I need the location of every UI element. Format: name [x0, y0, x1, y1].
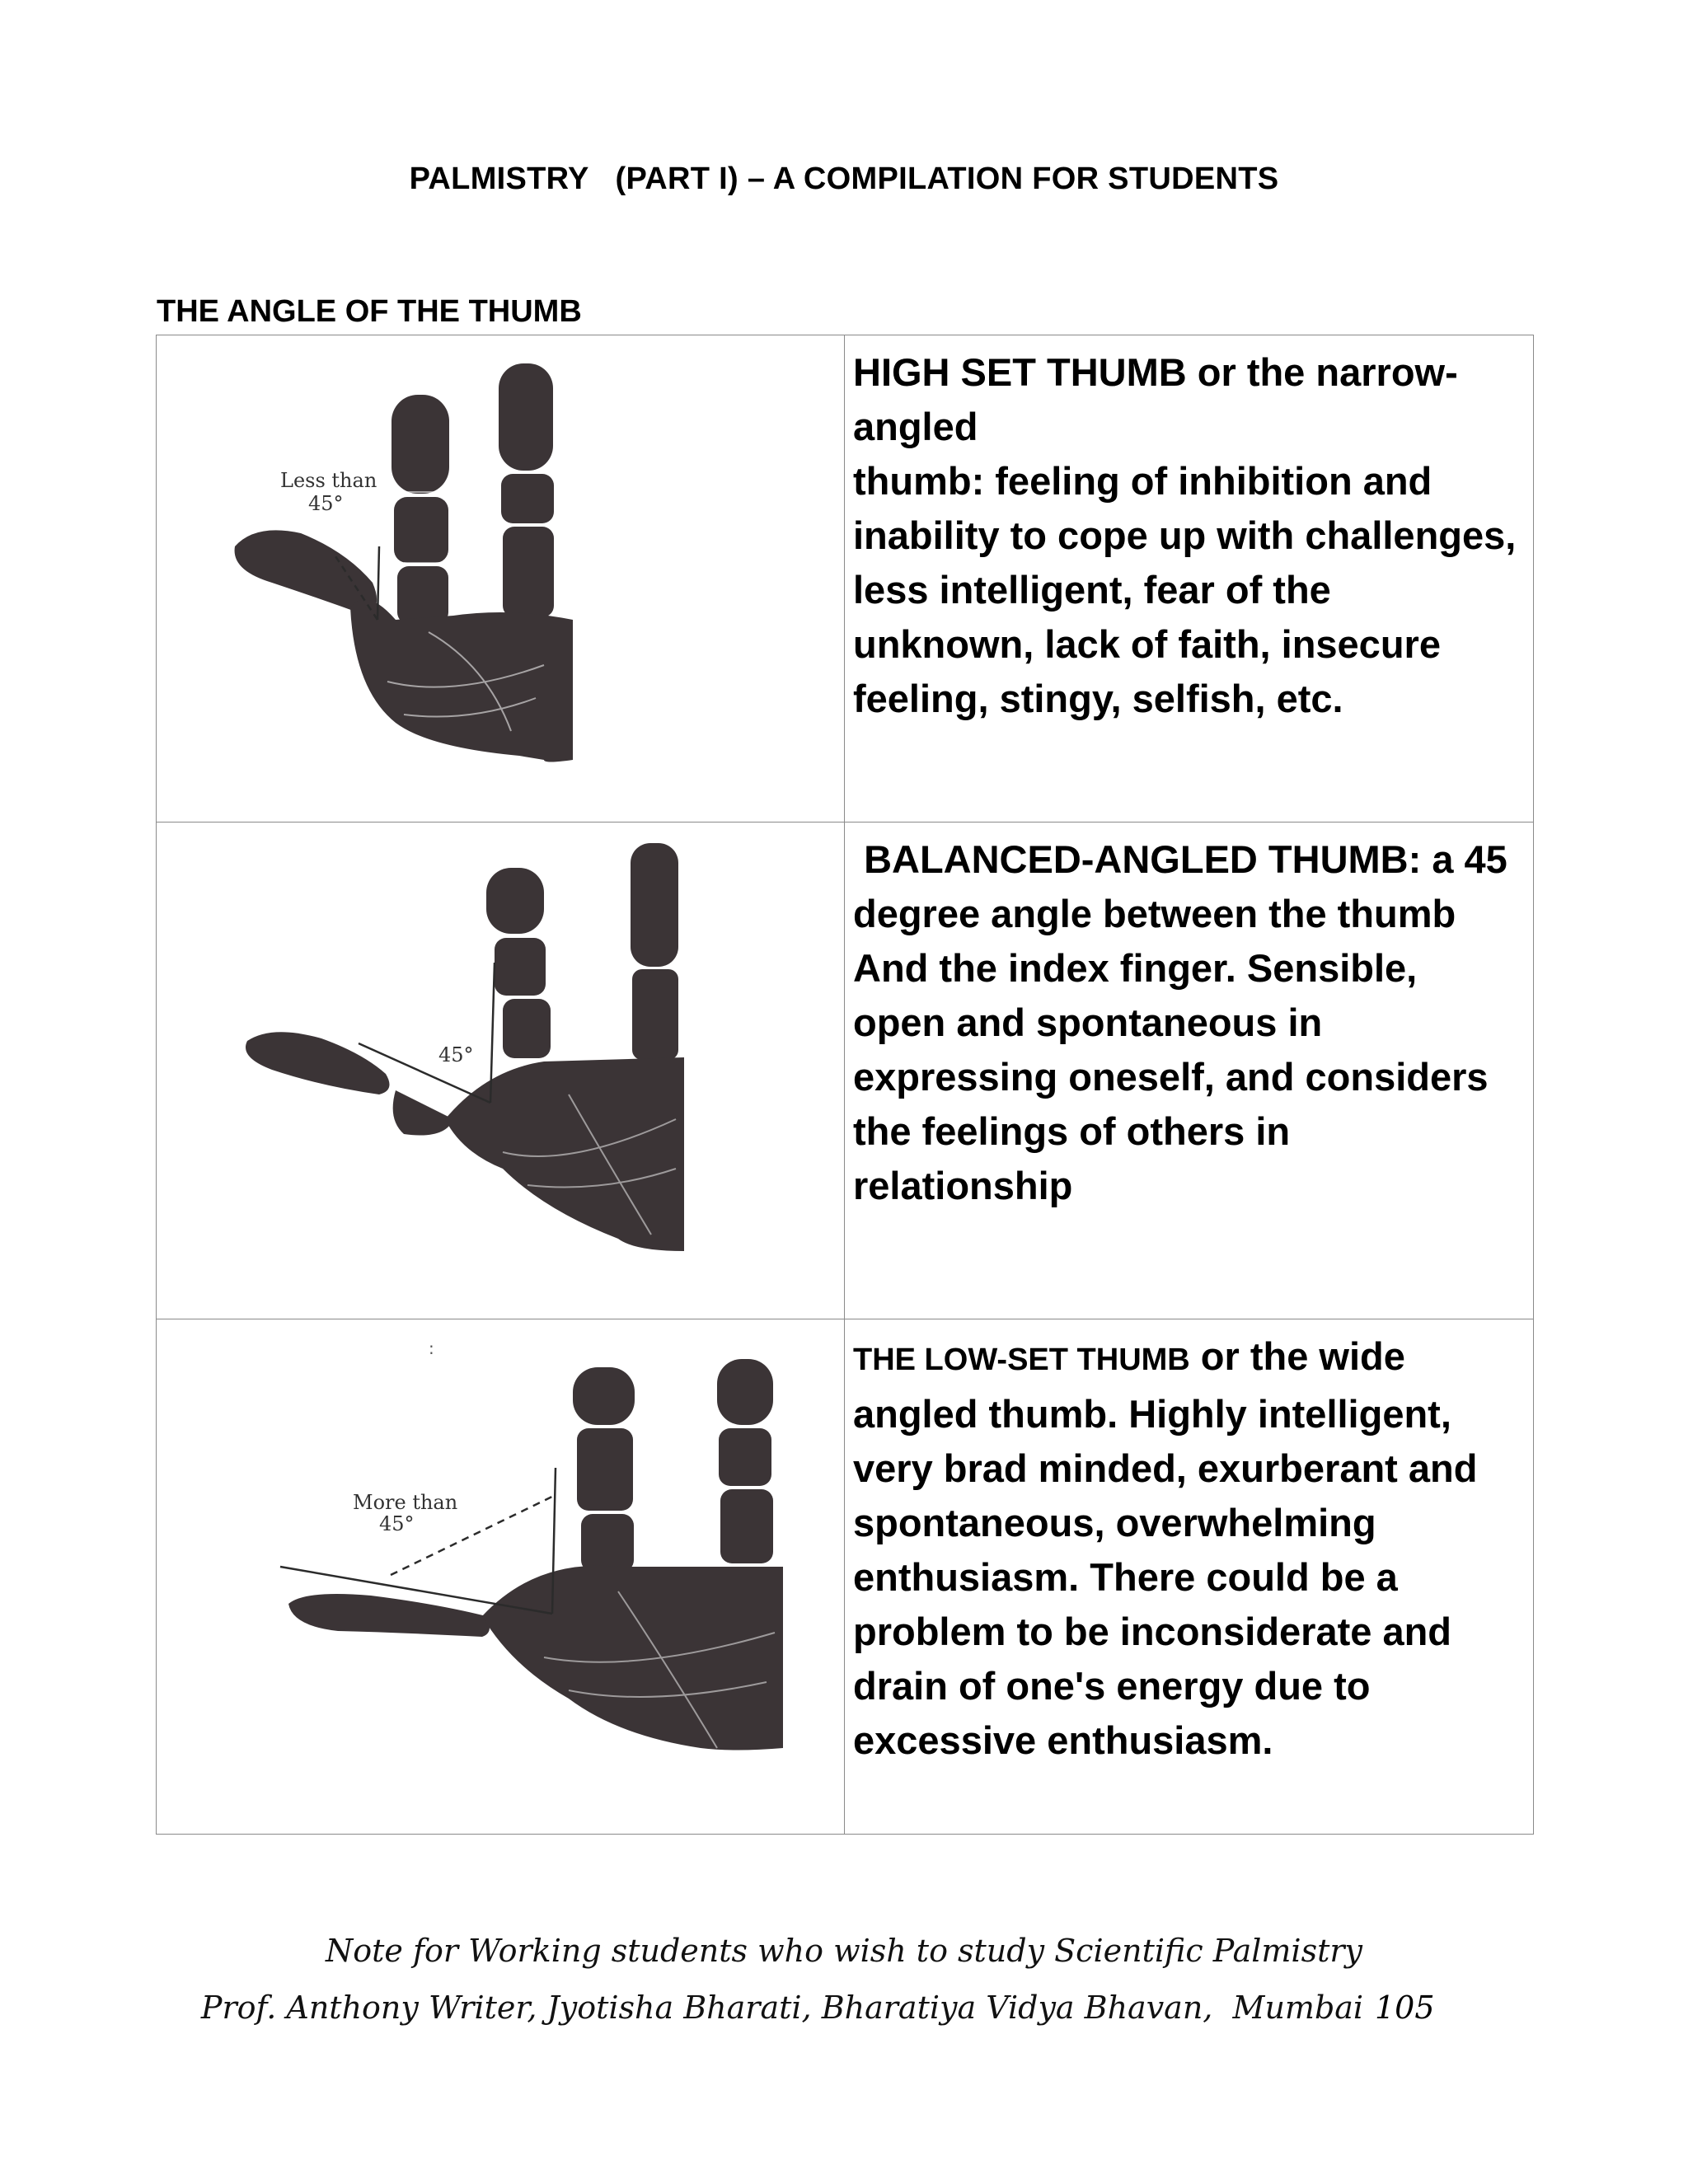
section-heading: THE ANGLE OF THE THUMB: [157, 294, 582, 329]
description-lead: THE LOW-SET THUMB: [853, 1343, 1190, 1377]
description-lead: BALANCED-ANGLED THUMB: a 45 degree angle between the thumb: [853, 837, 1518, 935]
balanced-thumb-handprint-image: [157, 823, 844, 1309]
hand-figure-cell: [157, 335, 845, 823]
decorative-mark: :: [429, 1338, 434, 1358]
footer-credit: [0, 1990, 1688, 2026]
high-set-thumb-description: [853, 345, 1518, 726]
description-lead: HIGH SET THUMB or the narrow-angled: [853, 350, 1458, 448]
description-cell: [845, 335, 1534, 823]
figure-label: 45°: [308, 492, 344, 515]
description-body: thumb: feeling of inhibition and inability to cope up with challenges, less intelligent, fear of the unknown, lack of faith, insecure feeling, stingy, selfish, etc.: [853, 459, 1517, 720]
hand-figure-cell: [157, 823, 845, 1319]
balanced-thumb-description: [853, 832, 1518, 1213]
description-body: or the wide angled thumb. Highly intelligent, very brad minded, exurberant and spontaneous, overwhelming enthusiasm. There could be a problem to be inconsiderate and drain of one's energy due to excessive enthusiasm.: [853, 1334, 1478, 1762]
description-body: And the index finger. Sensible, open and spontaneous in expressing oneself, and considers the feelings of others in relationship: [853, 946, 1489, 1207]
description-cell: [845, 1319, 1534, 1835]
figure-label: 45°: [379, 1512, 415, 1535]
figure-label: Less than: [280, 469, 377, 492]
high-set-thumb-handprint-image: [157, 335, 844, 812]
footer-credit-text: Prof. Anthony Writer, Jyotisha Bharati, Bharatiya Vidya Bhavan, Mumbai: [200, 1990, 1364, 2026]
footer-note: Note for Working students who wish to study Scientific Palmistry: [326, 1933, 1362, 1969]
low-set-thumb-description: [853, 1329, 1518, 1768]
low-set-thumb-handprint-image: [157, 1319, 844, 1824]
page-title: PALMISTRY (PART I) – A COMPILATION FOR STUDENTS: [409, 162, 1279, 196]
table-row: [157, 823, 1534, 1319]
figure-label: More than: [353, 1491, 458, 1514]
table-row: [157, 1319, 1534, 1835]
description-cell: [845, 823, 1534, 1319]
page-number: 105: [1375, 1990, 1435, 2026]
figure-label: 45°: [438, 1043, 474, 1066]
table-row: [157, 335, 1534, 823]
thumb-angle-table: [156, 335, 1534, 1835]
hand-figure-cell: [157, 1319, 845, 1835]
